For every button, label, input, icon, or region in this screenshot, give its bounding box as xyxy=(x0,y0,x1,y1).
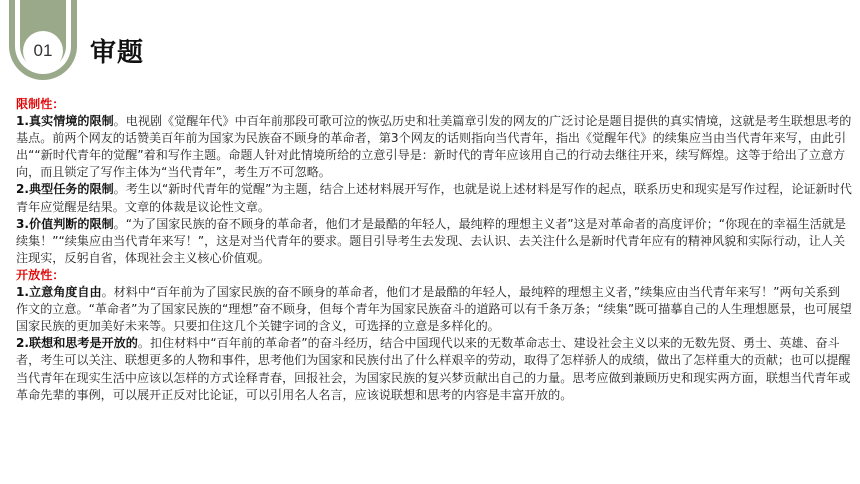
section-heading-restrictive xyxy=(16,96,852,113)
section-number: 01 xyxy=(23,31,63,71)
item-lead: 3.价值判断的限制 xyxy=(16,216,114,231)
paragraph xyxy=(16,216,852,267)
item-text: 。考生以“新时代青年的觉醒”为主题，结合上述材料展开写作，也就是说上述材料是写作的起点，联系历史和现实是写作过程，论证新时代青年应觉醒是结果。文章的体裁是议论性文章。 xyxy=(16,182,852,214)
item-lead: 2.联想和思考是开放的 xyxy=(16,336,138,351)
paragraph xyxy=(16,181,852,215)
section-heading-open xyxy=(16,267,852,284)
paragraph xyxy=(16,113,852,181)
restrictive-heading: 限制性： xyxy=(16,97,65,111)
open-heading: 开放性： xyxy=(16,267,65,282)
page-title: 审题 xyxy=(90,38,145,68)
item-text: 。材料中“百年前为了国家民族的奋不顾身的革命者，他们才是最酷的年轻人，最纯粹的理想主义者，”续集应由当代青年来写！”两句关系到作文的立意。“革命者”为了国家民族的“理想”奋不顾身，但每个青年为国家民族奋斗的道路可以有千条万条；“续集”既可描摹自己的人生理想愿景，也可展望国家民族的更加美好未来等。只要扣住这几个关键字词的含义，可选择的立意是多样化的。 xyxy=(16,285,852,334)
item-text: 。电视剧《觉醒年代》中百年前那段可歌可泣的恢弘历史和壮美篇章引发的网友的广泛讨论是题目提供的真实情境，这就是考生联想思考的基点。前两个网友的话赞美百年前为国家为民族奋不顾身的革命者，第3个网友的话则指向当代青年，指出《觉醒年代》的续集应当由当代青年来写，由此引出““新时代青年的觉醒”着和写作主题。命题人针对此情境所给的立意引导是：新时代的青年应该用自己的行动去继往开来，续写辉煌。这等于给出了立意方向，而且锁定了写作主体为“当代青年”，考生万不可忽略。 xyxy=(16,114,852,180)
paragraph xyxy=(16,284,852,335)
item-lead: 2.典型任务的限制 xyxy=(16,182,114,197)
item-text: 。扣住材料中“百年前的革命者”的奋斗经历，结合中国现代以来的无数革命志士、建设社会主义以来的无数先贤、勇士、英雄、奋斗者，考生可以关注、联想更多的人物和事件，思考他们为国家和民族付出了什么样艰辛的劳动，取得了怎样骄人的成绩，做出了怎样重大的贡献；也可以提醒当代青年在现实生活中应该以怎样的方式诠释青春，回报社会，为国家民族的复兴梦贡献出自己的力量。思考应做到兼顾历史和现实两方面，联想当代青年或革命先辈的事例，可以展开正反对比论证，可以引用名人名言，应该说联想和思考的内容是丰富开放的。 xyxy=(16,336,851,402)
item-text: 。“为了国家民族的奋不顾身的革命者，他们才是最酷的年轻人，最纯粹的理想主义者”这是对革命者的高度评价；“你现在的幸福生活就是续集！”“续集应由当代青年来写！”，这是对当代青年的要求。题目引导考生去发现、去认识、去关注什么是新时代青年应有的精神风貌和实际行动，让人关注现实，反躬自省，体现社会主义核心价值观。 xyxy=(16,216,847,265)
item-lead: 1.真实情境的限制 xyxy=(16,114,114,129)
item-lead: 1.立意角度自由 xyxy=(16,285,102,300)
content-body xyxy=(16,96,852,404)
paragraph xyxy=(16,335,852,403)
